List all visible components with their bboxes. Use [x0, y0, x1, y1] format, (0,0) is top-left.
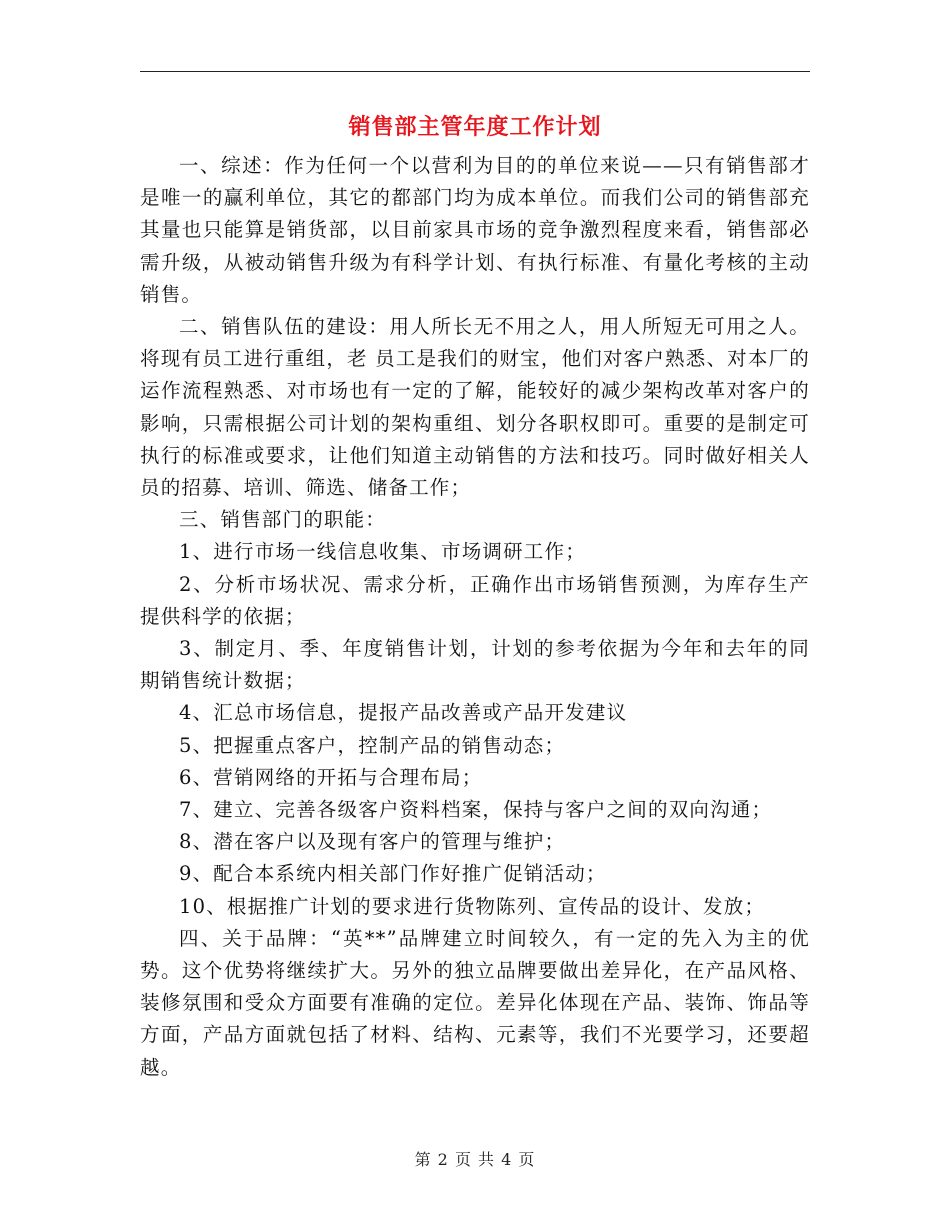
- list-item: 9、配合本系统内相关部门作好推广促销活动；: [179, 862, 607, 886]
- list-item: 3、制定月、季、年度销售计划，计划的参考依据为今年和去年的同期销售统计数据；: [140, 637, 810, 693]
- list-item: 7、建立、完善各级客户资料档案，保持与客户之间的双向沟通；: [179, 798, 773, 822]
- paragraph-brand: 四、关于品牌：“英**”品牌建立时间较久，有一定的先入为主的优势。这个优势将继续扩大。另外的独立品牌要做出差异化，在产品风格、装修氛围和受众方面要有准确的定位。差异化体现在产品、装饰、饰品等方面，产品方面就包括了材料、结构、元素等，我们不光要学习，还要超越。: [140, 926, 810, 1079]
- list-item: 5、把握重点客户，控制产品的销售动态；: [179, 733, 566, 757]
- list-item: 10、根据推广计划的要求进行货物陈列、宣传品的设计、发放；: [179, 894, 766, 918]
- page-number: 第 2 页 共 4 页: [414, 1150, 536, 1169]
- list-item: 2、分析市场状况、需求分析，正确作出市场销售预测，为库存生产提供科学的依据；: [140, 572, 810, 628]
- paragraph-functions-heading: 三、销售部门的职能：: [179, 508, 387, 532]
- list-item: 6、营销网络的开拓与合理布局；: [179, 765, 483, 789]
- list-item: 1、进行市场一线信息收集、市场调研工作；: [179, 540, 586, 564]
- header-rule: [140, 71, 810, 72]
- paragraph-overview: 一、综述：作为任何一个以营利为目的的单位来说——只有销售部才是唯一的赢利单位，其它的都部门均为成本单位。而我们公司的销售部充其量也只能算是销货部，以目前家具市场的竞争激烈程度来看，销售部必需升级，从被动销售升级为有科学计划、有执行标准、有量化考核的主动销售。: [140, 154, 810, 306]
- list-item: 4、汇总市场信息，提报产品改善或产品开发建议: [179, 701, 628, 725]
- document-title: 销售部主管年度工作计划: [348, 115, 602, 140]
- paragraph-team-building: 二、销售队伍的建设：用人所长无不用之人，用人所短无可用之人。将现有员工进行重组，老 员工是我们的财宝，他们对客户熟悉、对本厂的运作流程熟悉、对市场也有一定的了解，能较好的减少架构改革对客户的影响，只需根据公司计划的架构重组、划分各职权即可。重要的是制定可执行的标准或要求，让他们知道主动销售的方法和技巧。同时做好相关人员的招募、培训、筛选、储备工作；: [140, 315, 810, 500]
- document-body: [140, 150, 810, 1084]
- list-item: 8、潜在客户以及现有客户的管理与维护；: [179, 830, 566, 854]
